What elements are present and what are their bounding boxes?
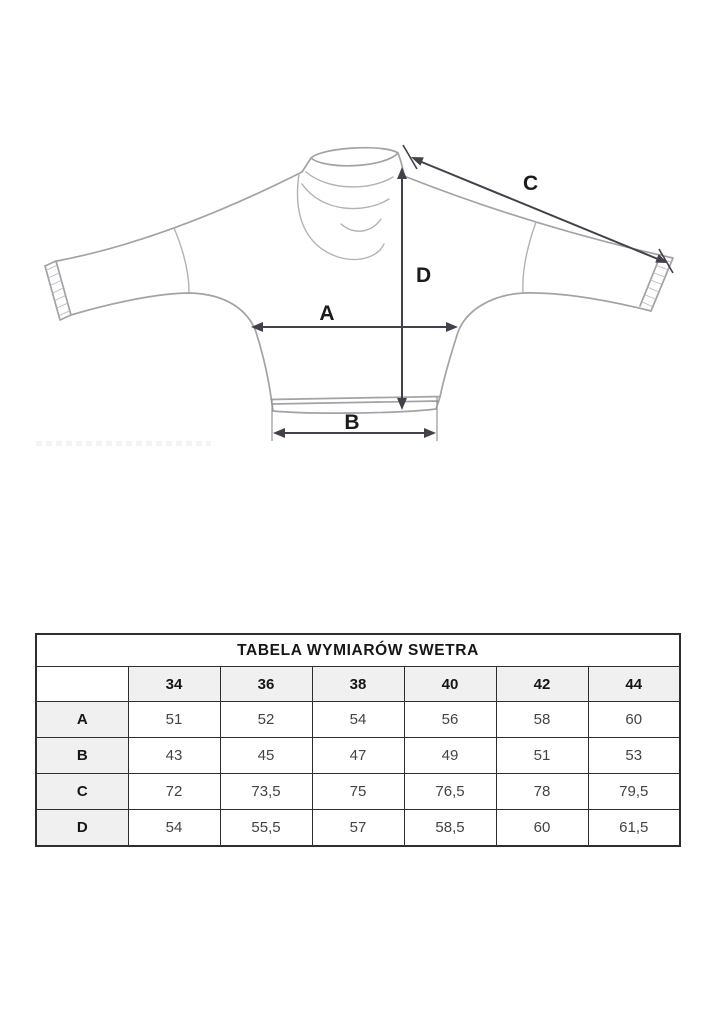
measurement-cell: 61,5 (588, 810, 680, 847)
measurement-cell: 58,5 (404, 810, 496, 847)
measurement-cell: 45 (220, 738, 312, 774)
measurement-cell: 47 (312, 738, 404, 774)
measurement-cell: 49 (404, 738, 496, 774)
table-title: TABELA WYMIARÓW SWETRA (36, 634, 680, 667)
row-label: C (36, 774, 128, 810)
size-col-header: 36 (220, 667, 312, 702)
table-row (36, 810, 680, 847)
dimension-label-a: A (319, 302, 335, 325)
size-col-header: 38 (312, 667, 404, 702)
measurement-cell: 53 (588, 738, 680, 774)
measurement-cell: 54 (312, 702, 404, 738)
measurement-cell: 52 (220, 702, 312, 738)
measurement-cell: 56 (404, 702, 496, 738)
measurement-cell: 60 (496, 810, 588, 847)
corner-cell (36, 667, 128, 702)
table-title-row (36, 634, 680, 667)
measurement-cell: 75 (312, 774, 404, 810)
size-col-header: 40 (404, 667, 496, 702)
row-label: B (36, 738, 128, 774)
dimension-arrows (251, 145, 673, 438)
faint-watermark-text (36, 441, 211, 446)
size-col-header: 44 (588, 667, 680, 702)
sweater-diagram (0, 0, 715, 470)
dimension-label-c: C (523, 172, 539, 195)
size-col-header: 42 (496, 667, 588, 702)
table-row (36, 774, 680, 810)
row-label: A (36, 702, 128, 738)
measurement-cell: 73,5 (220, 774, 312, 810)
sweater-seams-and-folds (174, 172, 539, 292)
measurement-cell: 58 (496, 702, 588, 738)
size-col-header: 34 (128, 667, 220, 702)
row-label: D (36, 810, 128, 847)
table-header-row (36, 667, 680, 702)
table-row (36, 738, 680, 774)
table-row (36, 702, 680, 738)
measurement-cell: 51 (128, 702, 220, 738)
measurement-cell: 78 (496, 774, 588, 810)
measurement-cell: 43 (128, 738, 220, 774)
dimension-arrow-d (397, 167, 407, 410)
measurement-cell: 57 (312, 810, 404, 847)
measurement-cell: 72 (128, 774, 220, 810)
sweater-outline (45, 148, 673, 413)
measurement-cell: 51 (496, 738, 588, 774)
measurement-cell: 60 (588, 702, 680, 738)
measurement-cell: 55,5 (220, 810, 312, 847)
dimension-label-b: B (344, 411, 360, 434)
sweater-diagram-svg (0, 0, 715, 470)
measurement-cell: 54 (128, 810, 220, 847)
dimension-label-d: D (416, 264, 432, 287)
dimension-arrow-c (403, 145, 673, 273)
measurement-cell: 76,5 (404, 774, 496, 810)
measurement-cell: 79,5 (588, 774, 680, 810)
cuff-ribbing (46, 258, 671, 316)
dimension-arrow-a (251, 322, 458, 332)
measurement-table (35, 633, 681, 847)
